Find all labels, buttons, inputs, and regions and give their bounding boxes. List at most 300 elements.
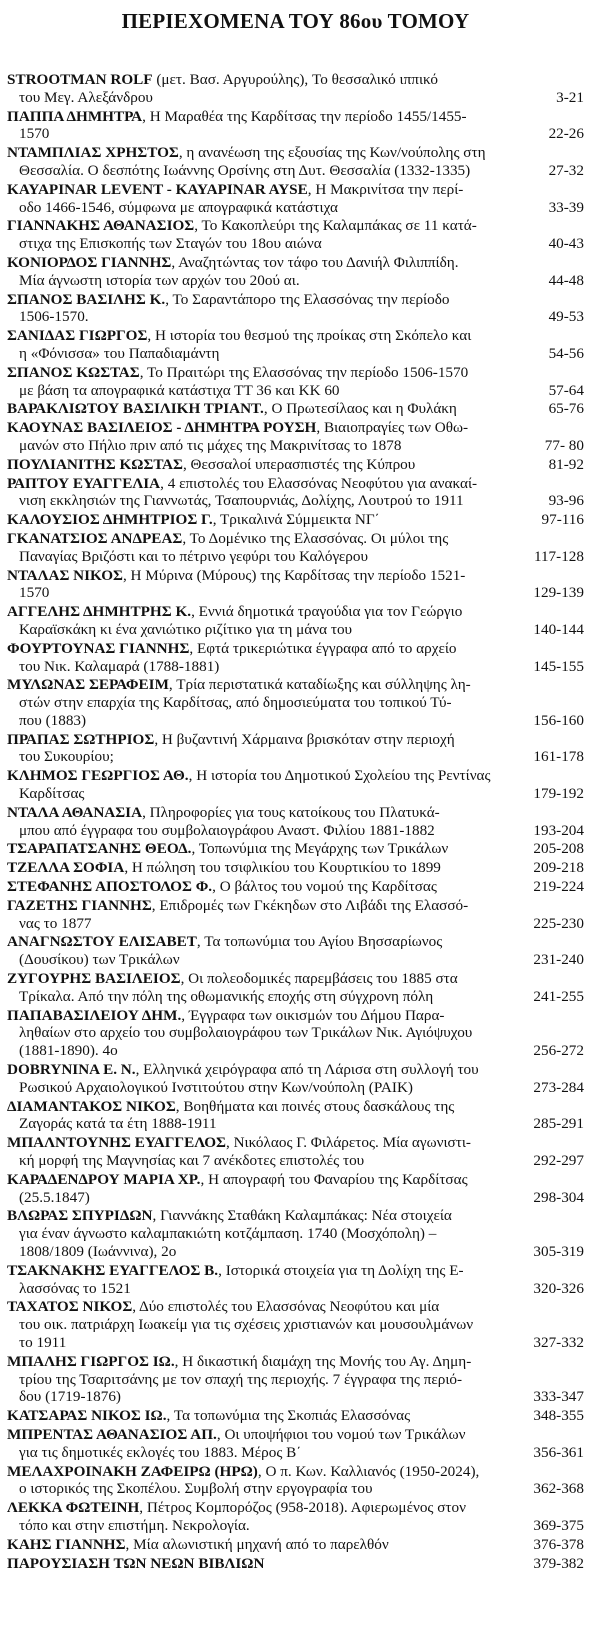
- toc-entry-line: [7, 419, 512, 437]
- toc-entry-author: ΚΛΗΜΟΣ ΓΕΩΡΓΙΟΣ ΑΘ.: [7, 767, 189, 785]
- toc-entry-author: ΣΑΝΙΔΑΣ ΓΙΩΡΓΟΣ: [7, 327, 148, 345]
- toc-entry-author: ΝΤΑΛΑΣ ΝΙΚΟΣ: [7, 566, 123, 584]
- toc-entry-line: [7, 567, 512, 585]
- toc-entry: [7, 1536, 584, 1554]
- toc-entry-title-part: , Βοηθήματα και ποινές στους δασκάλους της: [175, 1097, 455, 1115]
- toc-entry-text: [7, 1007, 512, 1060]
- toc-entry-title-part: νιση εκκλησιών της Γιαννωτάς, Τσαπουρνιάς, Δολίχης, Λουτρού το 1911: [19, 492, 464, 510]
- toc-entry-line: [7, 933, 512, 951]
- toc-entry-pages: 205-208: [533, 840, 584, 858]
- toc-entry-title-part: , Το Δομένικο της Ελασσόνας. Οι μύλοι της: [182, 529, 449, 547]
- toc-entry-line: [7, 1098, 512, 1116]
- toc-entry-title-part: , Θεσσαλοί υπερασπιστές της Κύπρου: [182, 455, 416, 473]
- toc-entry-line: [7, 382, 512, 400]
- toc-entry-text: [7, 603, 512, 639]
- toc-entry-title-part: (25.5.1847): [19, 1188, 90, 1206]
- toc-entry-title-part: Καραϊσκάκη κι ένα χανιώτικο ριζίτικο για τη μάνα του: [19, 620, 353, 638]
- toc-entry-line: [7, 1207, 512, 1225]
- toc-entry-text: [7, 475, 512, 511]
- toc-entry-author: ΠΑΡΟΥΣΙΑΣΗ ΤΩΝ ΝΕΩΝ ΒΙΒΛΙΩΝ: [7, 1554, 265, 1572]
- toc-entry-title-part: στιχα της Επισκοπής των Σταγών του 18ου αιώνα: [19, 235, 322, 253]
- toc-entry-line: [7, 89, 512, 107]
- toc-entry-title-part: για τις δημοτικές εκλογές του 1883. Μέρος Β΄: [19, 1443, 302, 1461]
- toc-entry-pages: 327-332: [533, 1333, 584, 1351]
- toc-entry-text: [7, 419, 512, 455]
- toc-entry: [7, 1207, 584, 1260]
- toc-entry: [7, 933, 584, 969]
- toc-entry-line: [7, 1316, 512, 1334]
- toc-entry-line: [7, 364, 512, 382]
- toc-entry-line: [7, 492, 512, 510]
- toc-entry-line: [7, 162, 512, 180]
- toc-entry-title-part: , Η βυζαντινή Χάρμαινα βρισκόταν στην περιοχή: [154, 730, 455, 748]
- toc-entry-pages: 179-192: [533, 785, 584, 803]
- toc-entry-pages: 209-218: [533, 859, 584, 877]
- toc-entry-line: [7, 822, 512, 840]
- toc-entry: [7, 1061, 584, 1097]
- toc-entry-line: [7, 1334, 512, 1352]
- toc-entry-author: ΜΕΛΑΧΡΟΙΝΑΚΗ ΖΑΦΕΙΡΩ (ΗΡΩ): [7, 1462, 258, 1480]
- toc-entry-author: ΠΑΠΑΒΑΣΙΛΕΙΟΥ ΔΗΜ.: [7, 1006, 182, 1024]
- toc-entry-line: [7, 785, 512, 803]
- toc-entry-title-part: Παναγίας Βριζόστι και το πέτρινο γεφύρι του Καλόγερου: [19, 547, 368, 565]
- toc-entry-line: [7, 658, 512, 676]
- toc-entry-title-part: , Τα τοπωνύμια του Αγίου Βησσαρίωνος: [196, 933, 443, 951]
- toc-entry-line: [7, 1007, 512, 1025]
- toc-entry-title-part: , Πληροφορίες για τους κατοίκους του Πλατυκά-: [142, 803, 440, 821]
- toc-entry-author: ΤΖΕΛΛΑ ΣΟΦΙΑ: [7, 859, 125, 877]
- toc-entry-pages: 348-355: [533, 1407, 584, 1425]
- toc-entry: [7, 1098, 584, 1134]
- toc-entry-title-part: , Μία αλωνιστική μηχανή από το παρελθόν: [125, 1535, 389, 1553]
- toc-entry-title-part: για έναν άγνωστο καλαμπακιώτη κοτζάμπαση. 1740 (Μοσχόπολη) –: [19, 1225, 437, 1243]
- toc-entry-line: [7, 1499, 512, 1517]
- toc-entry-line: [7, 748, 512, 766]
- toc-entry-pages: 65-76: [548, 400, 584, 418]
- toc-entry-author: ΑΝΑΓΝΩΣΤΟΥ ΕΛΙΣΑΒΕΤ: [7, 933, 197, 951]
- toc-entry-line: [7, 456, 512, 474]
- toc-entry-pages: 219-224: [533, 878, 584, 896]
- toc-entry-line: [7, 603, 512, 621]
- toc-entry: [7, 804, 584, 840]
- toc-entry: [7, 291, 584, 327]
- toc-entry: [7, 181, 584, 217]
- toc-entry-author: STROOTMAN ROLF: [7, 71, 153, 88]
- toc-entry-pages: 97-116: [541, 511, 584, 529]
- toc-entry-title-part: νας το 1877: [19, 914, 92, 932]
- toc-entry-title-part: του Νικ. Καλαμαρά (1788-1881): [19, 657, 220, 675]
- toc-entry-author: ΣΠΑΝΟΣ ΒΑΣΙΛΗΣ Κ.: [7, 290, 166, 308]
- toc-entry-author: ΤΣΑΡΑΠΑΤΣΑΝΗΣ ΘΕΟΔ.: [7, 840, 192, 858]
- toc-entry: [7, 676, 584, 729]
- toc-entry-text: [7, 1463, 512, 1499]
- toc-entry-text: [7, 1207, 512, 1260]
- toc-entry-text: [7, 511, 512, 529]
- toc-entry-text: [7, 400, 512, 418]
- toc-entry-text: [7, 364, 512, 400]
- toc-entry-pages: 356-361: [533, 1443, 584, 1461]
- toc-entry-author: KAYAPINAR LEVENT - KAYAPINAR AYSE: [7, 180, 308, 198]
- toc-entry-line: [7, 108, 512, 126]
- toc-entry-author: ΚΑΡΑΔΕΝΔΡΟΥ ΜΑΡΙΑ ΧΡ.: [7, 1170, 201, 1188]
- toc-entry-title-part: 1506-1570.: [19, 308, 89, 326]
- toc-entry-text: [7, 108, 512, 144]
- toc-entry-line: [7, 584, 512, 602]
- toc-entry-title-part: ληθαίων στο αρχείο του συμβολαιογράφου των Τρικάλων Νικ. Αγιόψυχου: [19, 1024, 473, 1042]
- toc-entry-title-part: , Τοπωνύμια της Μεγάρχης των Τρικάλων: [191, 840, 449, 858]
- toc-entry-line: [7, 308, 512, 326]
- toc-entry-author: ΚΑΟΥΝΑΣ ΒΑΣΙΛΕΙΟΣ - ΔΗΜΗΤΡΑ ΡΟΥΣΗ: [7, 419, 317, 437]
- toc-entry-text: [7, 933, 512, 969]
- toc-entry-line: [7, 804, 512, 822]
- toc-entry-line: [7, 1371, 512, 1389]
- toc-entry-author: ΝΤΑΜΠΛΙΑΣ ΧΡΗΣΤΟΣ: [7, 144, 179, 162]
- toc-entry-author: ΠΟΥΛΙΑΝΙΤΗΣ ΚΩΣΤΑΣ: [7, 455, 183, 473]
- toc-entry-line: [7, 1353, 512, 1371]
- toc-entry-title-part: Ζαγοράς κατά τα έτη 1888-1911: [19, 1115, 217, 1133]
- toc-entry-title-part: , Εφτά τρικεριώτικα έγγραφα από το αρχείο: [189, 639, 457, 657]
- toc-entry-pages: 49-53: [548, 308, 584, 326]
- toc-entry-text: [7, 878, 512, 896]
- toc-entry-line: [7, 1225, 512, 1243]
- toc-entry-text: [7, 456, 512, 474]
- toc-entry-line: [7, 199, 512, 217]
- toc-entry-text: [7, 859, 512, 877]
- toc-entry-pages: 27-32: [548, 161, 584, 179]
- toc-entry-pages: 256-272: [533, 1042, 584, 1060]
- toc-entry: [7, 859, 584, 877]
- toc-entry-line: [7, 1134, 512, 1152]
- toc-entry-pages: 93-96: [548, 492, 584, 510]
- toc-entry: [7, 364, 584, 400]
- toc-entry-title-part: , Ελληνικά χειρόγραφα από τη Λάρισα στη συλλογή του: [135, 1061, 479, 1079]
- toc-entry-title-part: , Δύο επιστολές του Ελασσόνας Νεοφύτου και μία: [132, 1298, 440, 1316]
- toc-entry-pages: 376-378: [533, 1535, 584, 1553]
- toc-entry-line: [7, 548, 512, 566]
- toc-entry-pages: 117-128: [533, 547, 584, 565]
- toc-entry-text: [7, 181, 512, 217]
- toc-entry-line: [7, 1243, 512, 1261]
- toc-entry-pages: 145-155: [533, 657, 584, 675]
- toc-entry: [7, 475, 584, 511]
- toc-entry-pages: 320-326: [533, 1279, 584, 1297]
- toc-entry-line: [7, 1298, 512, 1316]
- toc-entry-text: [7, 291, 512, 327]
- toc-entry: [7, 1555, 584, 1573]
- toc-entry-line: [7, 327, 512, 345]
- toc-entry-text: [7, 1499, 512, 1535]
- toc-entry-line: [7, 1536, 512, 1554]
- toc-entry-title-part: τρίου της Τσαριτσάνης με τον σπαχή της περιοχής. 7 έγγραφα της περιό-: [19, 1370, 463, 1388]
- toc-entry-pages: 333-347: [533, 1388, 584, 1406]
- toc-entry-pages: 231-240: [533, 951, 584, 969]
- toc-entry: [7, 1134, 584, 1170]
- toc-entry-text: [7, 804, 512, 840]
- toc-entry-title-part: (μετ. Βασ. Αργυρούλης), Το θεσσαλικό ιππικό: [152, 71, 438, 88]
- toc-entry-line: [7, 1152, 512, 1170]
- toc-entry-author: ΦΟΥΡΤΟΥΝΑΣ ΓΙΑΝΝΗΣ: [7, 639, 190, 657]
- toc-entry-title-part: , Η ιστορία του Δημοτικού Σχολείου της Ρεντίνας: [188, 767, 491, 785]
- toc-entry-line: [7, 291, 512, 309]
- toc-entry-author: ΡΑΠΤΟΥ ΕΥΑΓΓΕΛΙΑ: [7, 474, 161, 492]
- toc-entry-title-part: δου (1719-1876): [19, 1388, 121, 1406]
- toc-entry-line: [7, 400, 512, 418]
- toc-entry-title-part: , Οι πολεοδομικές παρεμβάσεις του 1885 στα: [180, 970, 458, 988]
- toc-entry-pages: 369-375: [533, 1516, 584, 1534]
- toc-entry-title-part: μανών στο Πήλιο πριν από τις μάχες της Μακρινίτσας το 1878: [19, 436, 402, 454]
- toc-entry-line: [7, 988, 512, 1006]
- toc-entry-line: [7, 1189, 512, 1207]
- toc-entry-title-part: , Η Μαραθέα της Καρδίτσας την περίοδο 1455/1455-: [142, 107, 467, 125]
- toc-entry-author: ΚΑΗΣ ΓΙΑΝΝΗΣ: [7, 1535, 126, 1553]
- toc-entry: [7, 1407, 584, 1425]
- toc-entry-pages: 305-319: [533, 1243, 584, 1260]
- toc-entry-author: ΜΠΑΛΝΤΟΥΝΗΣ ΕΥΑΓΓΕΛΟΣ: [7, 1134, 226, 1152]
- toc-entry-author: ΔΙΑΜΑΝΤΑΚΟΣ ΝΙΚΟΣ: [7, 1097, 176, 1115]
- toc-entry-pages: 273-284: [533, 1078, 584, 1096]
- toc-entry-pages: 77- 80: [544, 436, 584, 454]
- toc-entry-text: [7, 1353, 512, 1406]
- toc-entry-title-part: , Το Σαραντάπορο της Ελασσόνας την περίοδο: [165, 290, 450, 308]
- toc-entry-line: [7, 1061, 512, 1079]
- toc-entry: [7, 419, 584, 455]
- toc-entry-line: [7, 1024, 512, 1042]
- toc-entry-author: ΓΙΑΝΝΑΚΗΣ ΑΘΑΝΑΣΙΟΣ: [7, 217, 195, 235]
- toc-entry: [7, 108, 584, 144]
- toc-entry: [7, 456, 584, 474]
- toc-entry-line: [7, 235, 512, 253]
- toc-entry-author: ΚΑΛΟΥΣΙΟΣ ΔΗΜΗΤΡΙΟΣ Γ.: [7, 511, 213, 529]
- toc-entry-text: [7, 1555, 512, 1573]
- toc-entry-title-part: , Η δικαστική διαμάχη της Μονής του Αγ. Δημη-: [174, 1352, 472, 1370]
- toc-entry-text: [7, 1536, 512, 1554]
- toc-entry-line: [7, 1407, 512, 1425]
- toc-entry-title-part: μπου από έγγραφα του συμβολαιογράφου Αναστ. Φιλίου 1881-1882: [19, 821, 435, 839]
- toc-entry-title-part: , Η ιστορία του θεσμού της προίκας στη Σκόπελο και: [147, 327, 472, 345]
- toc-entry: [7, 731, 584, 767]
- toc-entry-title-part: στών στην επαρχία της Καρδίτσας, από δημοσιεύματα του τοπικού Τύ-: [19, 694, 452, 712]
- toc-entry-line: [7, 1555, 512, 1573]
- toc-entry-line: [7, 840, 512, 858]
- toc-entry-title-part: , Ιστορικά στοιχεία για τη Δολίχη της Ε-: [218, 1261, 464, 1279]
- toc-entry-title-part: , Η Μακρινίτσα την περί-: [307, 180, 464, 198]
- toc-entry-text: [7, 327, 512, 363]
- toc-entry-line: [7, 475, 512, 493]
- toc-entry-author: ΜΥΛΩΝΑΣ ΣΕΡΑΦΕΙΜ: [7, 676, 169, 694]
- toc-entry-title-part: , Ο βάλτος του νομού της Καρδίτσας: [212, 878, 437, 896]
- toc-entry-text: [7, 767, 512, 803]
- toc-entry-text: [7, 1262, 512, 1298]
- toc-entry-author: DOBRYNINA E. N.: [7, 1061, 136, 1079]
- toc-entry-pages: 298-304: [533, 1188, 584, 1206]
- toc-entry-text: [7, 970, 512, 1006]
- toc-entry-line: [7, 71, 512, 89]
- toc-entry: [7, 878, 584, 896]
- toc-entry-title-part: τόπο και στην επιστήμη. Νεκρολογία.: [19, 1516, 250, 1534]
- toc-entry-title-part: Τρίκαλα. Από την πόλη της οθωμανικής εποχής στη σύγχρονη πόλη: [19, 987, 434, 1005]
- toc-entry-title-part: , Επιδρομές των Γκέκηδων στο Λιβάδι της Ελασσό-: [151, 896, 469, 914]
- toc-entry-line: [7, 1444, 512, 1462]
- toc-entry: [7, 327, 584, 363]
- toc-entry: [7, 567, 584, 603]
- toc-entry-pages: 285-291: [533, 1115, 584, 1133]
- toc-entry-text: [7, 640, 512, 676]
- toc-entry-line: [7, 767, 512, 785]
- toc-entry: [7, 1426, 584, 1462]
- toc-entry-author: ΠΡΑΠΑΣ ΣΩΤΗΡΙΟΣ: [7, 730, 155, 748]
- toc-entry: [7, 1171, 584, 1207]
- toc-entry: [7, 144, 584, 180]
- toc-entry-title-part: , Γιαννάκης Σταθάκη Καλαμπάκας: Νέα στοιχεία: [152, 1207, 452, 1225]
- toc-entry: [7, 217, 584, 253]
- toc-entry: [7, 400, 584, 418]
- toc-entry-author: ΤΑΧΑΤΟΣ ΝΙΚΟΣ: [7, 1298, 133, 1316]
- toc-entry-title-part: λασσόνας το 1521: [19, 1279, 131, 1297]
- toc-entry: [7, 767, 584, 803]
- toc-entry-title-part: , Τα τοπωνύμια της Σκοπιάς Ελασσόνας: [166, 1407, 411, 1425]
- toc-entry-title-part: , Ο π. Κων. Καλλιανός (1950-2024),: [257, 1462, 480, 1480]
- toc-entry-text: [7, 1098, 512, 1134]
- toc-entry: [7, 1007, 584, 1060]
- toc-entry-line: [7, 676, 512, 694]
- toc-entry-text: [7, 840, 512, 858]
- toc-entry-title-part: οδο 1466-1546, σύμφωνα με απογραφικά κατάστιχα: [19, 198, 338, 216]
- toc-entry-title-part: κή μορφή της Μαγνησίας και 7 ανέκδοτες επιστολές του: [19, 1152, 365, 1170]
- toc-entry-title-part: , Νικόλαος Γ. Φιλάρετος. Μία αγωνιστι-: [225, 1134, 471, 1152]
- toc-entry-line: [7, 878, 512, 896]
- toc-entry-author: ΚΟΝΙΟΡΔΟΣ ΓΙΑΝΝΗΣ: [7, 253, 172, 271]
- toc-entry-line: [7, 694, 512, 712]
- toc-entry-author: ΓΑΖΕΤΗΣ ΓΙΑΝΝΗΣ: [7, 896, 152, 914]
- toc-entry-title-part: , Τρία περιστατικά καταδίωξης και σύλληψης λη-: [168, 676, 471, 694]
- toc-entry: [7, 640, 584, 676]
- toc-entry-text: [7, 530, 512, 566]
- toc-entry-pages: 140-144: [533, 620, 584, 638]
- toc-entry-line: [7, 181, 512, 199]
- toc-entry-author: ΖΥΓΟΥΡΗΣ ΒΑΣΙΛΕΙΟΣ: [7, 970, 181, 988]
- toc-entry-text: [7, 1134, 512, 1170]
- toc-entry-author: ΛΕΚΚΑ ΦΩΤΕΙΝΗ: [7, 1499, 140, 1517]
- toc-entry-title-part: , Η πώληση του τσιφλικίου του Κουρτικίου το 1899: [124, 859, 441, 877]
- toc-entry-title-part: που (1883): [19, 711, 87, 729]
- toc-entry-pages: 3-21: [556, 88, 584, 106]
- toc-entry-line: [7, 217, 512, 235]
- toc-entry-title-part: , η ανανέωση της εξουσίας της Κων/νούπολης στη: [178, 144, 486, 162]
- toc-entry-line: [7, 951, 512, 969]
- toc-entry-author: ΤΣΑΚΝΑΚΗΣ ΕΥΑΓΓΕΛΟΣ Β.: [7, 1261, 219, 1279]
- toc-entry-text: [7, 217, 512, 253]
- toc-entry-title-part: 1570: [19, 584, 50, 602]
- toc-entry-pages: 292-297: [533, 1152, 584, 1170]
- toc-entry-title-part: , Η απογραφή του Φαναρίου της Καρδίτσας: [200, 1170, 468, 1188]
- toc-entry-text: [7, 731, 512, 767]
- toc-entry-title-part: , Τρικαλινά Σύμμεικτα ΝΓ΄: [212, 511, 380, 529]
- toc-entry-title-part: του οικ. πατριάρχη Ιωακείμ για τις σχέσεις χριστιανών και μουσουλμάνων: [19, 1316, 474, 1334]
- toc-entry-title-part: Μία άγνωστη ιστορία των αρχών του 20ού αι.: [19, 271, 300, 289]
- toc-entry-text: [7, 1407, 512, 1425]
- toc-entry-line: [7, 1262, 512, 1280]
- toc-entry-text: [7, 567, 512, 603]
- toc-entry: [7, 840, 584, 858]
- toc-entry-line: [7, 1171, 512, 1189]
- toc-entry: [7, 603, 584, 639]
- toc-entry: [7, 1463, 584, 1499]
- toc-entry-pages: 22-26: [548, 125, 584, 143]
- toc-entry-title-part: , Το Πραιτώρι της Ελασσόνας την περίοδο 1506-1570: [139, 363, 469, 381]
- toc-entry-line: [7, 1388, 512, 1406]
- toc-entry-title-part: , Οι υποψήφιοι του νομού των Τρικάλων: [216, 1425, 466, 1443]
- toc-entry-line: [7, 1480, 512, 1498]
- toc-entry-line: [7, 1426, 512, 1444]
- toc-entry-author: ΣΠΑΝΟΣ ΚΩΣΤΑΣ: [7, 363, 140, 381]
- toc-entry-title-part: το 1911: [19, 1333, 67, 1351]
- toc-entry-author: ΒΑΡΑΚΛΙΩΤΟΥ ΒΑΣΙΛΙΚΗ ΤΡΙΑΝΤ.: [7, 400, 264, 418]
- toc-entry-line: [7, 859, 512, 877]
- toc-entry-text: [7, 144, 512, 180]
- toc-entry-title-part: (Δουσίκου) των Τρικάλων: [19, 951, 180, 969]
- toc-entry-title-part: , Το Κακοπλεύρι της Καλαμπάκας σε 11 κατά-: [194, 217, 477, 235]
- page-title: ΠΕΡΙΕΧΟΜΕΝΑ ΤΟΥ 86ου ΤΟΜΟΥ: [121, 9, 470, 33]
- toc-entry-title-part: με βάση τα απογραφικά κατάστιχα ΤΤ 36 και ΚΚ 60: [19, 381, 340, 399]
- toc-entry: [7, 71, 584, 107]
- toc-entry-title-part: 1570: [19, 125, 50, 143]
- toc-entry-author: ΒΛΩΡΑΣ ΣΠΥΡΙΔΩΝ: [7, 1207, 153, 1225]
- toc-entry-title-part: Ρωσικού Αρχαιολογικού Ινστιτούτου στην Κων/νούπολη (ΡΑΙΚ): [19, 1078, 413, 1096]
- toc-entry-author: ΚΑΤΣΑΡΑΣ ΝΙΚΟΣ ΙΩ.: [7, 1407, 167, 1425]
- toc-entry-line: [7, 621, 512, 639]
- toc-entry-line: [7, 1517, 512, 1535]
- toc-entry-title-part: , Αναζητώντας τον τάφο του Δανιήλ Φιλιππίδη.: [171, 253, 459, 271]
- toc-entry-text: [7, 897, 512, 933]
- toc-entry-title-part: , 4 επιστολές του Ελασσόνας Νεοφύτου για ανακαί-: [160, 474, 478, 492]
- toc-entry-pages: 241-255: [533, 987, 584, 1005]
- toc-entry-line: [7, 511, 512, 529]
- toc-entry: [7, 511, 584, 529]
- toc-entry-title-part: (1881-1890). 4ο: [19, 1042, 118, 1060]
- toc-entry-title-part: , Ο Πρωτεσίλαος και η Φυλάκη: [263, 400, 457, 418]
- toc-entry-title-part: , Η Μύρινα (Μύρους) της Καρδίτσας την περίοδο 1521-: [122, 566, 466, 584]
- toc-entry-line: [7, 1280, 512, 1298]
- toc-entry-line: [7, 712, 512, 730]
- toc-entry-pages: 156-160: [533, 711, 584, 729]
- toc-entry-title-part: , Εννιά δημοτικά τραγούδια για τον Γεώργιο: [191, 603, 463, 621]
- toc-entry-line: [7, 897, 512, 915]
- toc-entry-title-part: , Βιαιοπραγίες των Οθω-: [316, 419, 469, 437]
- toc-entry-author: ΠΑΠΠΑ ΔΗΜΗΤΡΑ: [7, 107, 143, 125]
- toc-entry-author: ΓΚΑΝΑΤΣΙΟΣ ΑΝΔΡΕΑΣ: [7, 529, 183, 547]
- toc-entry-line: [7, 272, 512, 290]
- toc-entry: [7, 1298, 584, 1351]
- toc-entry-title-part: Καρδίτσας: [19, 785, 85, 803]
- toc-entry-text: [7, 676, 512, 729]
- toc-entry-line: [7, 144, 512, 162]
- toc-entry: [7, 254, 584, 290]
- toc-entry-line: [7, 125, 512, 143]
- toc-entry-pages: 225-230: [533, 914, 584, 932]
- toc-entry-text: [7, 1061, 512, 1097]
- toc-entry-line: [7, 437, 512, 455]
- toc-entry-author: ΜΠΑΛΗΣ ΓΙΩΡΓΟΣ ΙΩ.: [7, 1352, 175, 1370]
- toc-entry-line: [7, 530, 512, 548]
- toc-entry-pages: 193-204: [533, 821, 584, 839]
- toc-entry: [7, 1499, 584, 1535]
- toc-entry-text: [7, 1171, 512, 1207]
- toc-entry-author: ΣΤΕΦΑΝΗΣ ΑΠΟΣΤΟΛΟΣ Φ.: [7, 878, 213, 896]
- toc-entry-pages: 40-43: [548, 235, 584, 253]
- toc-entry: [7, 530, 584, 566]
- toc-entry-pages: 129-139: [533, 584, 584, 602]
- toc-entry-line: [7, 345, 512, 363]
